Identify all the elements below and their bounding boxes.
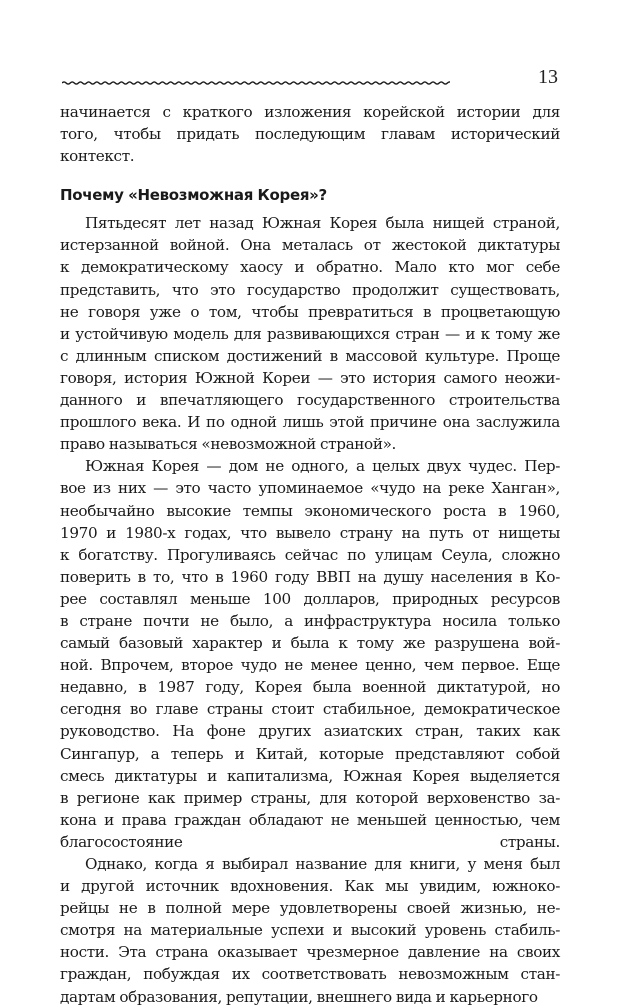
text-line: в стране почти не было, а инфраструктура носила только [60, 611, 560, 630]
text-line: и другой источник вдохновения. Как мы увидим, южноко- [60, 877, 560, 896]
text-line: поверить в то, что в 1960 году ВВП на душу населения в Ко- [60, 567, 560, 586]
body-text [60, 101, 560, 1008]
text-line: с длинным списком достижений в массовой культуре. Проще [60, 346, 560, 365]
paragraph [60, 212, 560, 455]
text-line: кона и права граждан обладают не меньшей ценностью, чем [60, 810, 560, 829]
text-line: право называться «невозможной страной». [60, 435, 397, 454]
text-line: того, чтобы придать последующим главам исторический [60, 125, 560, 144]
text-line: вое из них — это часто упоминаемое «чудо на реке Ханган», [60, 479, 560, 498]
text-line: 1970 и 1980-х годах, что вывело страну на путь от нищеты [60, 523, 560, 542]
text-line: прошлого века. И по одной лишь этой причине она заслужила [60, 413, 560, 432]
text-line: Южная Корея — дом не одного, а целых двух чудес. Пер- [85, 457, 560, 476]
section-heading: Почему «Невозможная Корея»? [60, 186, 327, 205]
text-line: Пятьдесят лет назад Южная Корея была нищей страной, [85, 214, 560, 233]
paragraph [60, 853, 560, 1008]
text-line: сегодня во главе страны стоит стабильное, демократическое [60, 700, 560, 719]
text-line: ности. Эта страна оказывает чрезмерное давление на своих [60, 943, 560, 962]
paragraph [60, 455, 560, 853]
page-number: 13 [538, 66, 558, 88]
text-line: руководство. На фоне других азиатских стран, таких как [60, 722, 560, 741]
text-line: в регионе как пример страны, для которой верховенство за- [60, 788, 560, 807]
text-line: рее составлял меньше 100 долларов, природных ресурсов [60, 589, 560, 608]
text-line: смесь диктатуры и капитализма, Южная Корея выделяется [60, 766, 560, 785]
text-line: и устойчивую модель для развивающихся стран — и к тому же [60, 324, 560, 343]
text-line: не говоря уже о том, чтобы превратиться в процветающую [60, 302, 560, 321]
text-line: Сингапур, а теперь и Китай, которые представляют собой [60, 744, 560, 763]
text-line: смотря на материальные успехи и высокий уровень стабиль- [60, 921, 560, 940]
text-line: говоря, история Южной Кореи — это история самого неожи- [60, 368, 560, 387]
text-line: данного и впечатляющего государственного строительства [60, 391, 560, 410]
text-line: представить, что это государство продолжит существовать, [60, 280, 560, 299]
text-line: истерзанной войной. Она металась от жестокой диктатуры [60, 236, 560, 255]
text-line: благосостояние страны. [60, 832, 560, 851]
text-line: рейцы не в полной мере удовлетворены своей жизнью, не- [60, 899, 560, 918]
text-line: ной. Впрочем, второе чудо не менее ценно, чем первое. Еще [60, 656, 560, 675]
text-line: к богатству. Прогуливаясь сейчас по улицам Сеула, сложно [60, 545, 560, 564]
intro-paragraph [60, 101, 560, 167]
wavy-rule-ornament [62, 78, 450, 88]
text-line: Однако, когда я выбирал название для книги, у меня был [85, 855, 560, 873]
text-line: граждан, побуждая их соответствовать невозможным стан- [60, 965, 560, 984]
text-line: к демократическому хаосу и обратно. Мало кто мог себе [60, 258, 560, 277]
page-header [62, 66, 558, 96]
section-paragraphs [60, 212, 560, 1007]
text-line: контекст. [60, 147, 135, 166]
text-line: дартам образования, репутации, внешнего вида и карьерного [60, 987, 538, 1006]
text-line: начинается с краткого изложения корейской истории для [60, 103, 560, 121]
text-line: недавно, в 1987 году, Корея была военной диктатурой, но [60, 678, 560, 697]
text-line: необычайно высокие темпы экономического роста в 1960, [60, 501, 560, 520]
text-line: самый базовый характер и была к тому же разрушена вой- [60, 634, 560, 653]
